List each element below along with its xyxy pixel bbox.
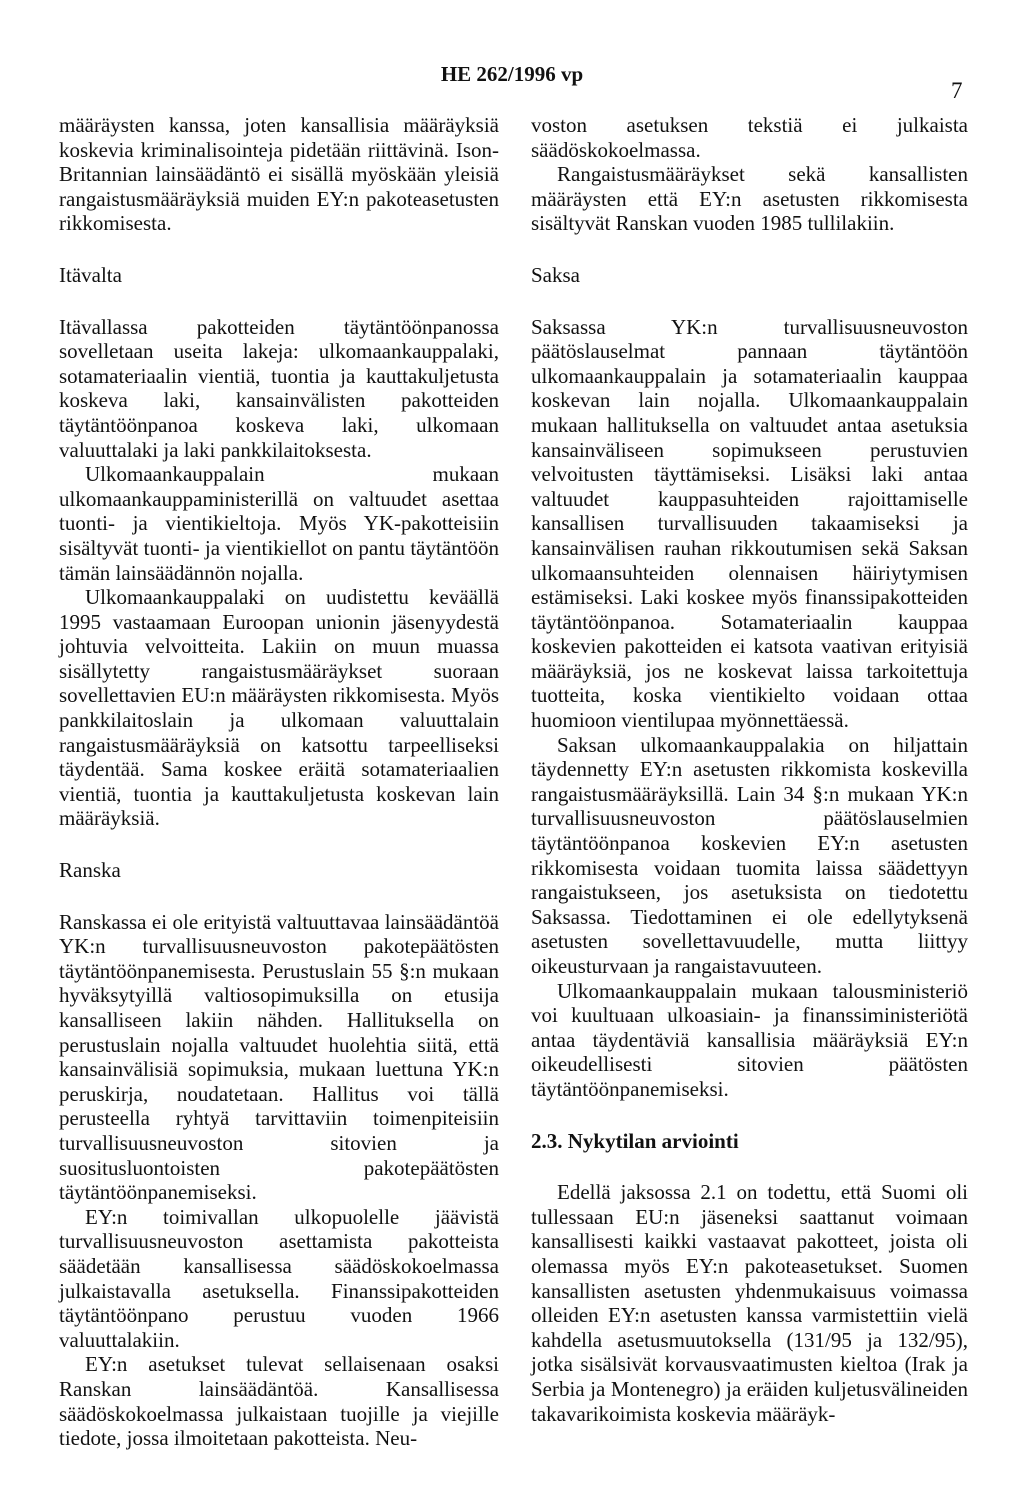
heading-germany: Saksa xyxy=(531,262,580,287)
right-column xyxy=(531,113,968,1426)
paragraph-germany-2: Saksan ulkomaankauppalakia on hiljattain täydennetty EY:n asetusten rikkomista koskevilla rangaistusmääräyksillä. Lain 34 §:n mukaan YK:n turvallisuusneuvoston päätöslauselmien täytäntöönpanoa koskevien EY:n asetusten rikkomisesta voidaan tuomita laissa säädettyyn rangaistukseen, jos asetuksista on tiedotettu Saksassa. Tiedottaminen ei ole edellytyksenä asetusten sovellettavuudelle, mutta liittyy oikeusturvaan ja rangaistavuuteen. xyxy=(531,732,968,978)
paragraph-france-3: EY:n asetukset tulevat sellaisenaan osaksi Ranskan lainsäädäntöä. Kansallisessa säädöskokoelmassa julkaistaan tuojille ja viejille tiedote, jossa ilmoitetaan pakotteista. Neu- xyxy=(59,1352,499,1451)
section-heading-assessment: 2.3. Nykytilan arviointi xyxy=(531,1128,739,1153)
page-number: 7 xyxy=(951,78,963,103)
paragraph-france-1: Ranskassa ei ole erityistä valtuuttavaa lainsäädäntöä YK:n turvallisuusneuvoston pakotepäätösten täytäntöönpanemisesta. Perustuslain 55 §:n mukaan hyväksytyillä valtiosopimuksilla on etusija kansalliseen lakiin nähden. Hallituksella on perustuslain nojalla valtuudet huolehtia siitä, että kansainvälisiä sopimuksia, mukaan luettuna YK:n peruskirja, noudatetaan. Hallitus voi tällä perusteella ryhtyä tarvittaviin toimenpiteisiin turvallisuusneuvoston sitovien ja suositusluontoisten pakotepäätösten täytäntöönpanemiseksi. xyxy=(59,909,499,1205)
paragraph-austria-3: Ulkomaankauppalaki on uudistettu keväällä 1995 vastaamaan Euroopan unionin jäsenyydestä johtuvia velvoitteita. Lakiin on muun muassa sisällytetty rangaistusmääräykset suoraan sovellettavien EU:n määräysten rikkomisesta. Myös pankkilaitoslain ja ulkomaan valuuttalain rangaistusmääräyksiä on katsottu tarpeelliseksi täydentää. Sama koskee eräitä sotamateriaalien vientiä, tuontia ja kauttakuljetusta koskevan lain määräyksiä. xyxy=(59,585,499,831)
paragraph-germany-1: Saksassa YK:n turvallisuusneuvoston päätöslauselmat pannaan täytäntöön ulkomaankauppalain ja sotamateriaalin kauppaa koskevan lain nojalla. Ulkomaankauppalain mukaan hallituksella on valtuudet antaa asetuksia kansainväliseen sopimukseen perustuvien velvoitusten täyttämiseksi. Lisäksi laki antaa valtuudet kauppasuhteiden rajoittamiselle kansallisen turvallisuuden takaamiseksi ja kansainvälisen rauhan rikkoutumisen sekä Saksan ulkomaansuhteiden olennaisen häiriytymisen estämiseksi. Laki koskee myös finanssipakotteiden täytäntöönpanoa. Sotamateriaalin kauppaa koskevien pakotteiden ei katsota vaativan erityisiä määräyksiä, jos ne koskevat laissa tarkoitettuja tuotteita, koska vientikielto voidaan ottaa huomioon vientilupaa myönnettäessä. xyxy=(531,314,968,733)
paragraph-germany-3: Ulkomaankauppalain mukaan talousministeriö voi kuultuaan ulkoasiain- ja finanssiministeriötä antaa täydentäviä kansallisia määräyksiä EY:n oikeudellisesti sitovien päätösten täytäntöönpanemiseksi. xyxy=(531,978,968,1101)
heading-france: Ranska xyxy=(59,858,121,883)
left-column xyxy=(59,113,499,1451)
document-id: HE 262/1996 vp xyxy=(440,62,584,86)
paragraph-austria-1: Itävallassa pakotteiden täytäntöönpanossa sovelletaan useita lakeja: ulkomaankauppalaki, sotamateriaalin vientiä, tuontia ja kauttakuljetusta koskeva laki, kansainvälisten pakotteiden täytäntöönpanoa koskeva laki, ulkomaan valuuttalaki ja laki pankkilaitoksesta. xyxy=(59,314,499,462)
heading-austria: Itävalta xyxy=(59,262,122,287)
paragraph-continuation: määräysten kanssa, joten kansallisia määräyksiä koskevia kriminalisointeja pidetään riittävinä. Ison-Britannian lainsäädäntö ei sisällä myöskään yleisiä rangaistusmääräyksiä muiden EY:n pakoteasetusten rikkomisesta. xyxy=(59,113,499,236)
paragraph-austria-2: Ulkomaankauppalain mukaan ulkomaankauppaministerillä on valtuudet asettaa tuonti- ja vientikieltoja. Myös YK-pakotteisiin sisältyvät tuonti- ja vientikiellot on pantu täytäntöön tämän lainsäädännön nojalla. xyxy=(59,462,499,585)
paragraph-penalties-france: Rangaistusmääräykset sekä kansallisten määräysten että EY:n asetusten rikkomisesta sisältyvät Ranskan vuoden 1985 tullilakiin. xyxy=(531,162,968,236)
paragraph-france-2: EY:n toimivallan ulkopuolelle jäävistä turvallisuusneuvoston asettamista pakotteista säädetään kansallisessa säädöskokoelmassa julkaistavalla asetuksella. Finanssipakotteiden täytäntöönpano perustuu vuoden 1966 valuuttalakiin. xyxy=(59,1204,499,1352)
paragraph-continuation: voston asetuksen tekstiä ei julkaista säädöskokoelmassa. xyxy=(531,113,968,162)
paragraph-assessment-1: Edellä jaksossa 2.1 on todettu, että Suomi oli tullessaan EU:n jäseneksi saattanut voimaan kansallisesti kaikki vastaavat pakotteet, joista oli olemassa myös EY:n pakoteasetukset. Suomen kansallisten asetusten yhdenmukaisuus voimassa olleiden EY:n asetusten kanssa varmistettiin vielä kahdella asetusmuutoksella (131/95 ja 132/95), jotka sisälsivät korvausvaatimusten kieltoa (Irak ja Serbia ja Montenegro) ja eräiden kuljetusvälineiden takavarikoimista koskevia määräyk- xyxy=(531,1180,968,1426)
